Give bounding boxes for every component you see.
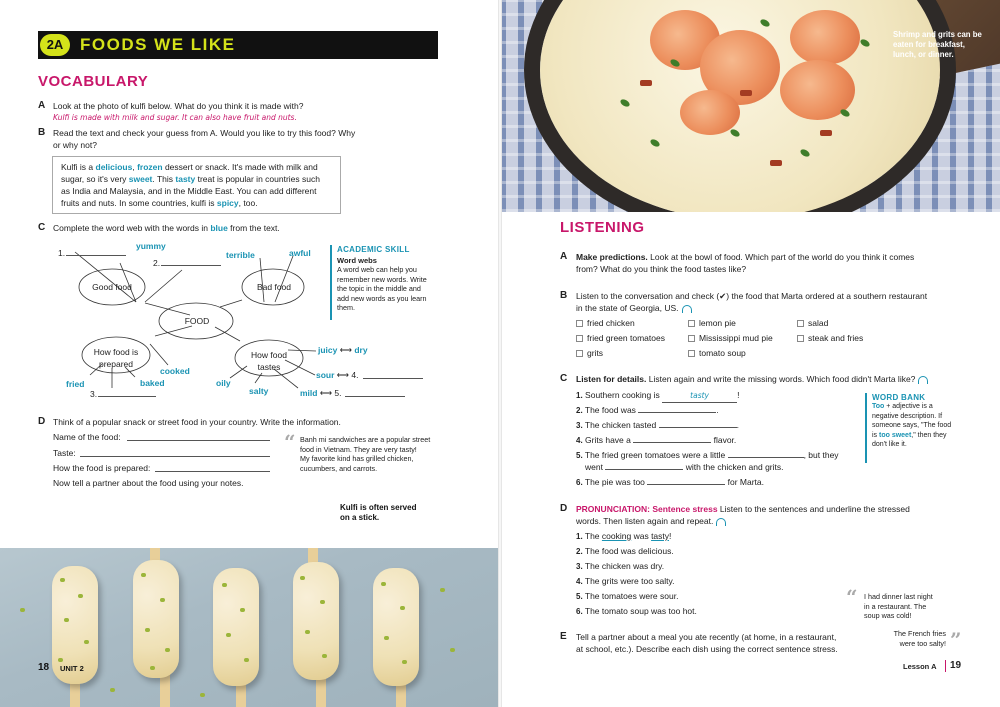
- web-pair-mild: mild ⟷ 5.: [300, 388, 342, 398]
- partner-instruction: Now tell a partner about the food using your notes.: [53, 478, 244, 488]
- web-blank-2-number: 2.: [153, 258, 161, 268]
- pronunciation-text-line2: words. Then listen again and repeat.: [576, 515, 726, 527]
- question-a-text: Look at the photo of kulfi below. What do you think it is made with?: [53, 101, 304, 111]
- footer-divider: [945, 660, 946, 672]
- web-label-tastes-2: tastes: [257, 362, 281, 372]
- reading-line-3: as India and Malaysia, and in the Middle East. You can add different: [61, 186, 317, 196]
- web-word-terrible: terrible: [226, 250, 255, 260]
- kulfi-photo-caption: Kulfi is often served on a stick.: [340, 503, 417, 522]
- checkbox-icon: [688, 335, 695, 342]
- kulfi-bar-4: [293, 562, 339, 680]
- web-line-3: [145, 270, 182, 302]
- quote-mark-icon: “: [846, 585, 858, 609]
- stress-sentence-2[interactable]: 2. The food was delicious.: [576, 546, 674, 556]
- web-pair-juicy-dry: juicy ⟷ dry: [318, 345, 368, 355]
- web-word-fried: fried: [66, 379, 85, 389]
- food-check-tomato-soup[interactable]: tomato soup: [688, 347, 746, 359]
- word-delicious: delicious: [95, 162, 133, 172]
- food-check-fried-chicken[interactable]: fried chicken: [576, 317, 635, 329]
- listening-a-text-line2: from? What do you think the food tastes like?: [576, 264, 747, 274]
- listening-c-text: Listen for details. Listen again and write the missing words. Which food didn't Marta like?: [576, 373, 928, 385]
- stress-sentence-3[interactable]: 3. The chicken was dry.: [576, 561, 665, 571]
- quote-mark-close-icon: ”: [950, 628, 962, 652]
- food-check-lemon-pie[interactable]: lemon pie: [688, 317, 736, 329]
- detail-item-2: 2. The food was .: [576, 405, 719, 415]
- audio-icon: [682, 305, 692, 313]
- detail-item-6: 6. The pie was too for Marta.: [576, 477, 764, 487]
- web-line-7: [220, 300, 242, 307]
- detail-blank-2[interactable]: [638, 404, 716, 413]
- web-word-yummy: yummy: [136, 241, 166, 251]
- web-blank-3-number: 3.: [90, 389, 98, 399]
- food-name-label: Name of the food:: [53, 432, 121, 442]
- web-word-cooked: cooked: [160, 366, 190, 376]
- word-bank-title: WORD BANK: [872, 393, 926, 402]
- question-e-text-line1: Tell a partner about a meal you ate recently (at home, in a restaurant,: [576, 632, 837, 642]
- academic-skill-subtitle: Word webs: [337, 256, 377, 265]
- stress-sentence-4[interactable]: 4. The grits were too salty.: [576, 576, 675, 586]
- listening-b-letter: B: [560, 290, 568, 301]
- academic-skill-line-3: the topic in the middle and: [337, 284, 421, 293]
- detail-blank-3[interactable]: [659, 419, 737, 428]
- academic-skill-line-4: add new words as you learn: [337, 293, 427, 303]
- listening-heading: LISTENING: [560, 219, 645, 236]
- dinner-quote: I had dinner last night in a restaurant. The soup was cold!: [864, 592, 933, 620]
- food-check-steak-and-fries[interactable]: steak and fries: [797, 332, 863, 344]
- web-word-salty: salty: [249, 386, 269, 396]
- preparation-label: How the food is prepared:: [53, 463, 151, 473]
- taste-field[interactable]: [80, 456, 270, 457]
- web-line-13: [215, 327, 240, 341]
- question-a-answer: Kulfi is made with milk and sugar. It can also have fruit and nuts.: [53, 113, 297, 122]
- question-e-text-line2: at school, etc.). Describe each dish using the correct sentence stress.: [576, 644, 838, 654]
- detail-answer-1: tasty: [662, 390, 737, 403]
- reading-line-2: sugar, so it's very sweet. This tasty treat is popular in countries such: [61, 174, 320, 184]
- stress-sentence-1: 1. The cooking was tasty!: [576, 531, 672, 541]
- web-line-5: [260, 258, 264, 302]
- detail-blank-6[interactable]: [647, 476, 725, 485]
- word-sweet: sweet: [128, 174, 153, 184]
- listening-a-text-line1: Make predictions. Look at the bowl of food. Which part of the world do you think it comes: [576, 252, 915, 262]
- web-word-oily: oily: [216, 378, 231, 388]
- listening-b-text-line2: in the state of Georgia, US.: [576, 302, 692, 314]
- lesson-label-footer: Lesson A: [903, 662, 937, 671]
- question-d-letter: D: [38, 416, 46, 427]
- academic-skill-title: ACADEMIC SKILL: [337, 245, 410, 254]
- shrimp-3: [790, 10, 860, 65]
- checkbox-icon: [797, 335, 804, 342]
- food-name-field[interactable]: [127, 440, 270, 441]
- question-b-text-line2: or why not?: [53, 140, 97, 150]
- food-check-salad[interactable]: salad: [797, 317, 828, 329]
- question-c-letter: C: [38, 222, 46, 233]
- shrimp-photo-caption: Shrimp and grits can be eaten for breakfast, lunch, or dinner.: [893, 30, 982, 59]
- listening-c-letter: C: [560, 373, 568, 384]
- taste-label: Taste:: [53, 448, 76, 458]
- question-c-text: Complete the word web with the words in blue from the text.: [53, 223, 280, 233]
- web-blank-1-number: 1.: [58, 248, 66, 258]
- checkbox-icon: [576, 335, 583, 342]
- word-frozen: frozen: [137, 162, 163, 172]
- checkbox-icon: [576, 320, 583, 327]
- detail-item-1: 1. Southern cooking is tasty !: [576, 389, 739, 403]
- question-a-letter: A: [38, 100, 46, 111]
- academic-skill-box: [330, 245, 430, 320]
- web-label-bad-food: Bad food: [256, 282, 292, 292]
- audio-icon: [716, 518, 726, 526]
- web-label-prepared-1: How food is: [93, 347, 139, 357]
- pronunciation-letter: D: [560, 503, 568, 514]
- preparation-field[interactable]: [155, 471, 270, 472]
- quote-mark-icon: “: [284, 430, 296, 454]
- web-blank-5[interactable]: [345, 396, 405, 397]
- word-spicy: spicy: [216, 198, 239, 208]
- web-blank-2[interactable]: [161, 265, 221, 266]
- detail-item-5-cont: went with the chicken and grits.: [585, 462, 784, 472]
- unit-label-footer: UNIT 2: [60, 664, 84, 673]
- detail-blank-5[interactable]: [728, 449, 804, 458]
- question-e-letter: E: [560, 631, 567, 642]
- listening-a-letter: A: [560, 251, 568, 262]
- fries-quote: The French fries were too salty!: [893, 629, 946, 648]
- web-blank-4[interactable]: [363, 378, 423, 379]
- checkbox-icon: [797, 320, 804, 327]
- kulfi-bar-5: [373, 568, 419, 686]
- detail-item-5: 5. The fried green tomatoes were a little , but they: [576, 450, 839, 460]
- banh-mi-quote: Banh mi sandwiches are a popular street food in Vietnam. They are very tasty! My favorite kind has grilled chicken, cucumbers, and carrots.: [300, 435, 431, 473]
- detail-item-3: 3. The chicken tasted .: [576, 420, 739, 430]
- reading-line-1: Kulfi is a delicious, frozen dessert or snack. It's made with milk and: [61, 162, 318, 172]
- question-d-text: Think of a popular snack or street food in your country. Write the information.: [53, 417, 341, 427]
- page-number-left: 18: [38, 662, 50, 673]
- stress-sentence-5[interactable]: 5. The tomatoes were sour.: [576, 591, 679, 601]
- web-line-6: [275, 256, 293, 302]
- question-b-letter: B: [38, 127, 46, 138]
- reading-box: [52, 156, 341, 214]
- web-line-9: [150, 344, 168, 365]
- pronunciation-text-line1: PRONUNCIATION: Sentence stress Listen to the sentences and underline the stressed: [576, 504, 910, 514]
- food-check-mississippi-mud-pie[interactable]: Mississippi mud pie: [688, 332, 773, 344]
- web-label-prepared-2: prepared: [98, 359, 134, 369]
- web-pair-sour: sour ⟷ 4.: [316, 370, 359, 380]
- web-word-awful: awful: [289, 248, 311, 258]
- stress-sentence-6[interactable]: 6. The tomato soup was too hot.: [576, 606, 697, 616]
- detail-blank-4[interactable]: [633, 434, 711, 443]
- web-line-8: [155, 326, 192, 336]
- web-label-tastes-1: How food: [251, 350, 287, 360]
- food-check-grits[interactable]: grits: [576, 347, 603, 359]
- academic-skill-line-5: them.: [337, 303, 355, 312]
- listening-b-text-line1: Listen to the conversation and check (✔) the food that Marta ordered at a southern restaurant: [576, 291, 928, 301]
- checkbox-icon: [688, 320, 695, 327]
- web-line-4: [145, 303, 190, 315]
- reading-line-4: fruits and nuts. In some countries, kulfi is spicy, too.: [61, 198, 258, 208]
- book-gutter: [498, 0, 502, 707]
- kulfi-photo: [0, 548, 500, 707]
- kulfi-bar-3: [213, 568, 259, 686]
- checkbox-icon: [688, 350, 695, 357]
- word-bank-box: WORD BANK Too + adjective is a negative description. If someone says, "The food is too sweet," then they don't like it.: [865, 393, 960, 463]
- kulfi-bar-2: [133, 560, 179, 678]
- web-label-good-food: Good food: [92, 282, 132, 292]
- academic-skill-line-2: remember new words. Write: [337, 274, 427, 284]
- unit-title: FOODS WE LIKE: [80, 35, 236, 54]
- page-number-right: 19: [950, 660, 962, 671]
- detail-item-4: 4. Grits have a flavor.: [576, 435, 737, 445]
- web-blank-3[interactable]: [98, 396, 156, 397]
- unit-badge: 2A: [40, 34, 70, 56]
- audio-icon: [918, 376, 928, 384]
- web-word-baked: baked: [140, 378, 165, 388]
- web-blank-1[interactable]: [66, 255, 126, 256]
- food-check-fried-green-tomatoes[interactable]: fried green tomatoes: [576, 332, 665, 344]
- academic-skill-line-1: A word web can help you: [337, 265, 417, 274]
- checkbox-icon: [576, 350, 583, 357]
- web-label-food: FOOD: [184, 316, 210, 326]
- vocabulary-heading: VOCABULARY: [38, 73, 149, 90]
- detail-blank-5b[interactable]: [605, 461, 683, 470]
- word-tasty: tasty: [175, 174, 196, 184]
- question-b-text-line1: Read the text and check your guess from A. Would you like to try this food? Why: [53, 128, 356, 138]
